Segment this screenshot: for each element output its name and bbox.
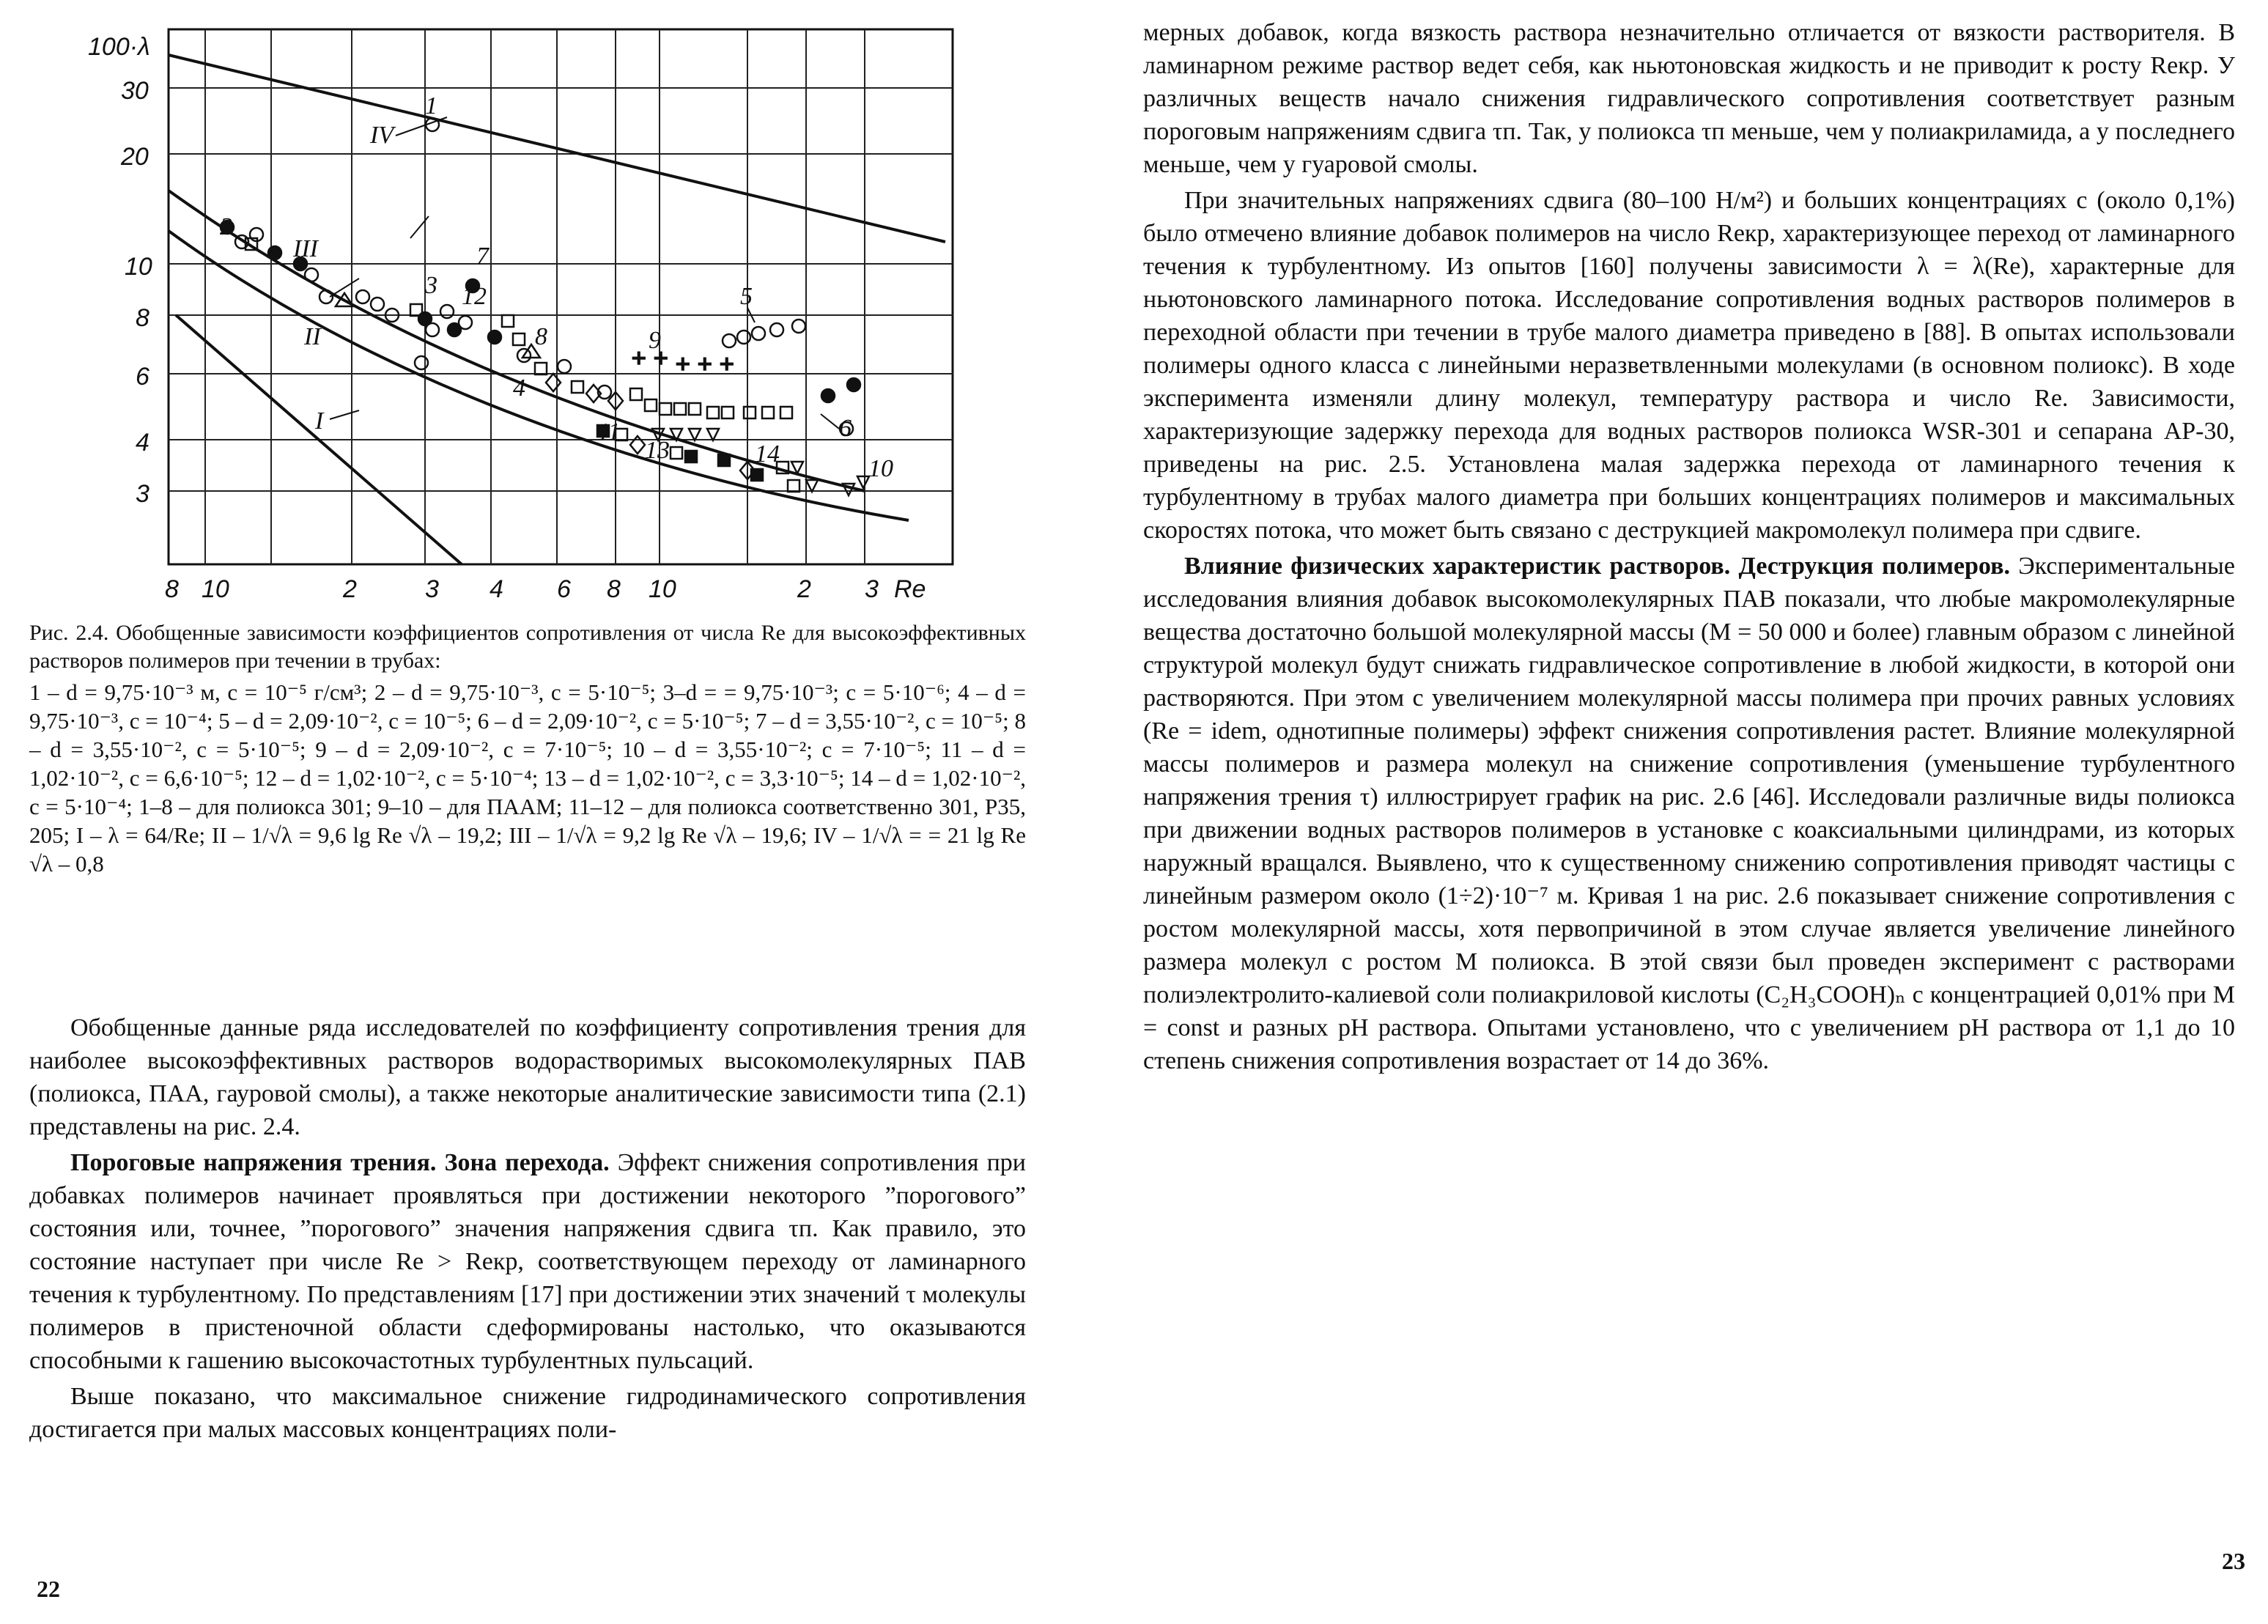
y-tick: 30 xyxy=(121,77,149,105)
paragraph xyxy=(29,1146,1026,1377)
series-label: 11 xyxy=(597,418,621,446)
y-axis-ticks xyxy=(88,33,152,508)
continuation-paragraph: мерных добавок, когда вязкость раствора незначительно отличается от вязкости растворителя. В ламинарном режиме раствор ведет себя, как ньютоновская жидкость и не приводит к росту Reкр. У различных веществ начало снижения гидравлического сопротивления соответствует разным пороговым напряжениям сдвига τп. Так, у полиокса τп меньше, чем у полиакриламида, а у последнего меньше, чем у гуаровой смолы. xyxy=(1143,19,2235,178)
x-tick: 8 xyxy=(607,575,621,603)
x-axis-label: Re xyxy=(894,575,926,603)
paragraph xyxy=(29,1011,1026,1143)
curve-ii xyxy=(169,231,909,520)
series-label: 6 xyxy=(839,415,852,442)
paragraph xyxy=(1143,184,2235,547)
series-label: 4 xyxy=(513,374,525,402)
series-label: 3 xyxy=(425,272,437,299)
x-tick: 8 xyxy=(165,575,179,603)
svg-text:+: + xyxy=(630,345,647,372)
paragraph-text: Эффект снижения сопротивления при добавках полимеров начинает проявляться при достижении некоторого ”порогового” состояния или, точнее, ”порогового” значения напряжения сдвига τп. Как правило, это состояние наступает при числе Re > Reкр, соответствующем переходу от ламинарного течения к турбулентному. По представлениям [17] при достижении этих значений τ молекулы полимеров в пристеночной области сдеформированы настолько, что оказываются способными к гашению высокочастотных турбулентных пульсаций. xyxy=(29,1149,1026,1374)
y-tick: 100·λ xyxy=(88,33,150,61)
paragraph xyxy=(1143,550,2235,1077)
series-label: 1 xyxy=(425,92,437,119)
series-label: 2 xyxy=(220,213,232,240)
x-tick: 4 xyxy=(490,575,503,603)
x-tick: 3 xyxy=(865,575,879,603)
run-in-heading: Влияние физических характеристик растворов. Деструкция полимеров. xyxy=(1184,553,2010,580)
x-tick: 10 xyxy=(649,575,676,603)
run-in-heading: Пороговые напряжения трения. Зона перехода. xyxy=(70,1149,610,1176)
series-label: 13 xyxy=(645,437,670,464)
series-label: 8 xyxy=(535,323,547,350)
x-tick: 3 xyxy=(425,575,439,603)
x-tick: 2 xyxy=(343,575,357,603)
paragraph-text: Обобщенные данные ряда исследователей по коэффициенту сопротивления трения для наиболее высокоэффективных растворов водорастворимых высокомолекулярных ПАВ (полиокса, ПАА, гауровой смолы), а также некоторые аналитические зависимости типа (2.1) представлены на рис. 2.4. xyxy=(29,1014,1026,1140)
y-tick: 10 xyxy=(125,253,152,281)
y-tick: 3 xyxy=(136,480,149,508)
curve-label-ii: II xyxy=(304,323,321,350)
series-label: 5 xyxy=(740,283,753,310)
paragraph xyxy=(29,1380,1026,1446)
label-pointers xyxy=(330,117,839,429)
curve-label-i: I xyxy=(315,407,324,435)
caption-legend: 1 – d = 9,75·10⁻³ м, c = 10⁻⁵ г/см³; 2 – d = 9,75·10⁻³, c = 5·10⁻⁵; 3–d = = 9,75·10⁻³; c = 5·10⁻⁶; 4 – d = 9,75·10⁻³, c = 10⁻⁴; 5 – d = 2,09·10⁻², c = 10⁻⁵; 6 – d = 2,09·10⁻², c = 5·10⁻⁵; 7 – d = 3,55·10⁻², c = 10⁻⁵; 8 – d = 3,55·10⁻², c = 5·10⁻⁵; 9 – d = 2,09·10⁻², c = 7·10⁻⁵; 10 – d = 3,55·10⁻²; c = 7·10⁻⁵; 11 – d = 1,02·10⁻², c = 6,6·10⁻⁵; 12 – d = 1,02·10⁻², c = 5·10⁻⁴; 13 – d = 1,02·10⁻², c = 3,3·10⁻⁵; 14 – d = 1,02·10⁻², c = 5·10⁻⁴; 1–8 – для полиокса 301; 9–10 – для ПААМ; 11–12 – для полиокса соответственно 301, Р35, 205; I – λ = 64/Re; II – 1/√λ = 9,6 lg Re √λ – 19,2; III – 1/√λ = 9,2 lg Re √λ – 19,6; IV – 1/√λ = = 21 lg Re √λ – 0,8 xyxy=(29,679,1026,876)
figure-2-4-plot xyxy=(15,22,967,608)
y-tick: 6 xyxy=(136,363,149,391)
figure-2-4 xyxy=(15,22,967,608)
y-tick: 20 xyxy=(121,143,149,171)
y-tick: 8 xyxy=(136,304,149,332)
page-number: 22 xyxy=(37,1576,60,1602)
curve-label-iii: III xyxy=(293,235,318,262)
left-body-text xyxy=(29,1011,1026,1446)
x-tick: 10 xyxy=(202,575,229,603)
x-tick: 6 xyxy=(557,575,571,603)
right-page xyxy=(1143,0,2268,1624)
y-tick: 4 xyxy=(136,429,149,457)
svg-text:+: + xyxy=(718,351,735,378)
vertical-gridlines xyxy=(205,29,865,564)
caption-heading: Рис. 2.4. Обобщенные зависимости коэффициентов сопротивления от числа Re для высокоэффективных растворов полимеров при течении в трубах: xyxy=(29,621,1026,673)
series-label: 7 xyxy=(476,243,489,270)
left-page xyxy=(0,0,1114,1624)
svg-text:+: + xyxy=(696,351,713,378)
series-label: 14 xyxy=(755,440,780,468)
series-label: 12 xyxy=(462,283,487,310)
paragraph-text: Экспериментальные исследования влияния добавок высокомолекулярных ПАВ показали, что любые макромолекулярные вещества достаточно большой молекулярной массы (M = 50 000 и более) главным образом с линейной структурой молекул будут снижать гидравлическое сопротивление в любой жидкости, в которой они растворяются. При этом с увеличением молекулярной массы полимера при прочих равных условиях (Re = idem, однотипные полимеры) эффект снижения сопротивления растет. Влияние молекулярной массы полимеров и размера молекул на снижение сопротивления (уменьшение турбулентного напряжения трения τ) иллюстрирует график на рис. 2.6 [46]. Исследовали различные виды полиокса при движении водных растворов полимеров в установке с коаксиальными цилиндрами, из которых наружный вращался. Выявлено, что к существенному снижению сопротивления приводят частицы с линейным размером около (1÷2)·10⁻⁷ м. Кривая 1 на рис. 2.6 показывает снижение сопротивления с ростом молекулярной массы, хотя первопричиной в этом случае является увеличение линейного размера молекул с ростом M полиокса. В этой связи был проведен эксперимент с растворами полиэлектролито-калиевой соли полиакриловой кислоты (C₂H₃COOH)ₙ с концентрацией 0,01% при M = const и разных pH раствора. Опытами установлено, что с увеличением pH раствора от 1,1 до 10 степень снижения сопротивления возрастает от 14 до 36%. xyxy=(1143,553,2235,1074)
svg-text:+: + xyxy=(674,351,691,378)
x-tick: 2 xyxy=(797,575,811,603)
x-axis-ticks xyxy=(165,575,926,603)
right-body-text xyxy=(1143,16,2235,1077)
curve-labels xyxy=(292,122,396,435)
svg-text:+: + xyxy=(652,345,669,372)
page-number: 23 xyxy=(2222,1548,2245,1574)
paragraph-text: При значительных напряжениях сдвига (80–100 Н/м²) и больших концентрациях c (около 0,1%) было отмечено влияние добавок полимеров на число Reкр, характеризующее переход от ламинарного течения к турбулентному. Из опытов [160] получены зависимости λ = λ(Re), характерные для ньютоновского ламинарного потока. Исследование сопротивления водных растворов полимеров в переходной области при течении в трубе малого диаметра приведено в [88]. В опытах использовали полимеры одного класса с линейными неразветвленными молекулами (в основном полиокс). В ходе эксперимента изменяли длину молекул, температуру раствора и число Re. Зависимости, характеризующие задержку перехода для водных растворов полиокса WSR-301 и сепарана АР-30, приведены на рис. 2.5. Установлена малая задержка перехода от ламинарного течения к турбулентному в трубах малого диаметра при больших концентрациях полимеров и максимальных скоростях потока, что может быть связано с деструкцией макромолекул полимера при сдвиге. xyxy=(1143,187,2235,544)
series-label: 9 xyxy=(649,327,661,354)
series-label: 10 xyxy=(868,455,893,482)
curve-label-iv: IV xyxy=(370,122,394,149)
figure-caption xyxy=(29,619,1026,878)
paragraph-text: Выше показано, что максимальное снижение гидродинамического сопротивления достигается при малых массовых концентрациях поли- xyxy=(29,1383,1026,1443)
